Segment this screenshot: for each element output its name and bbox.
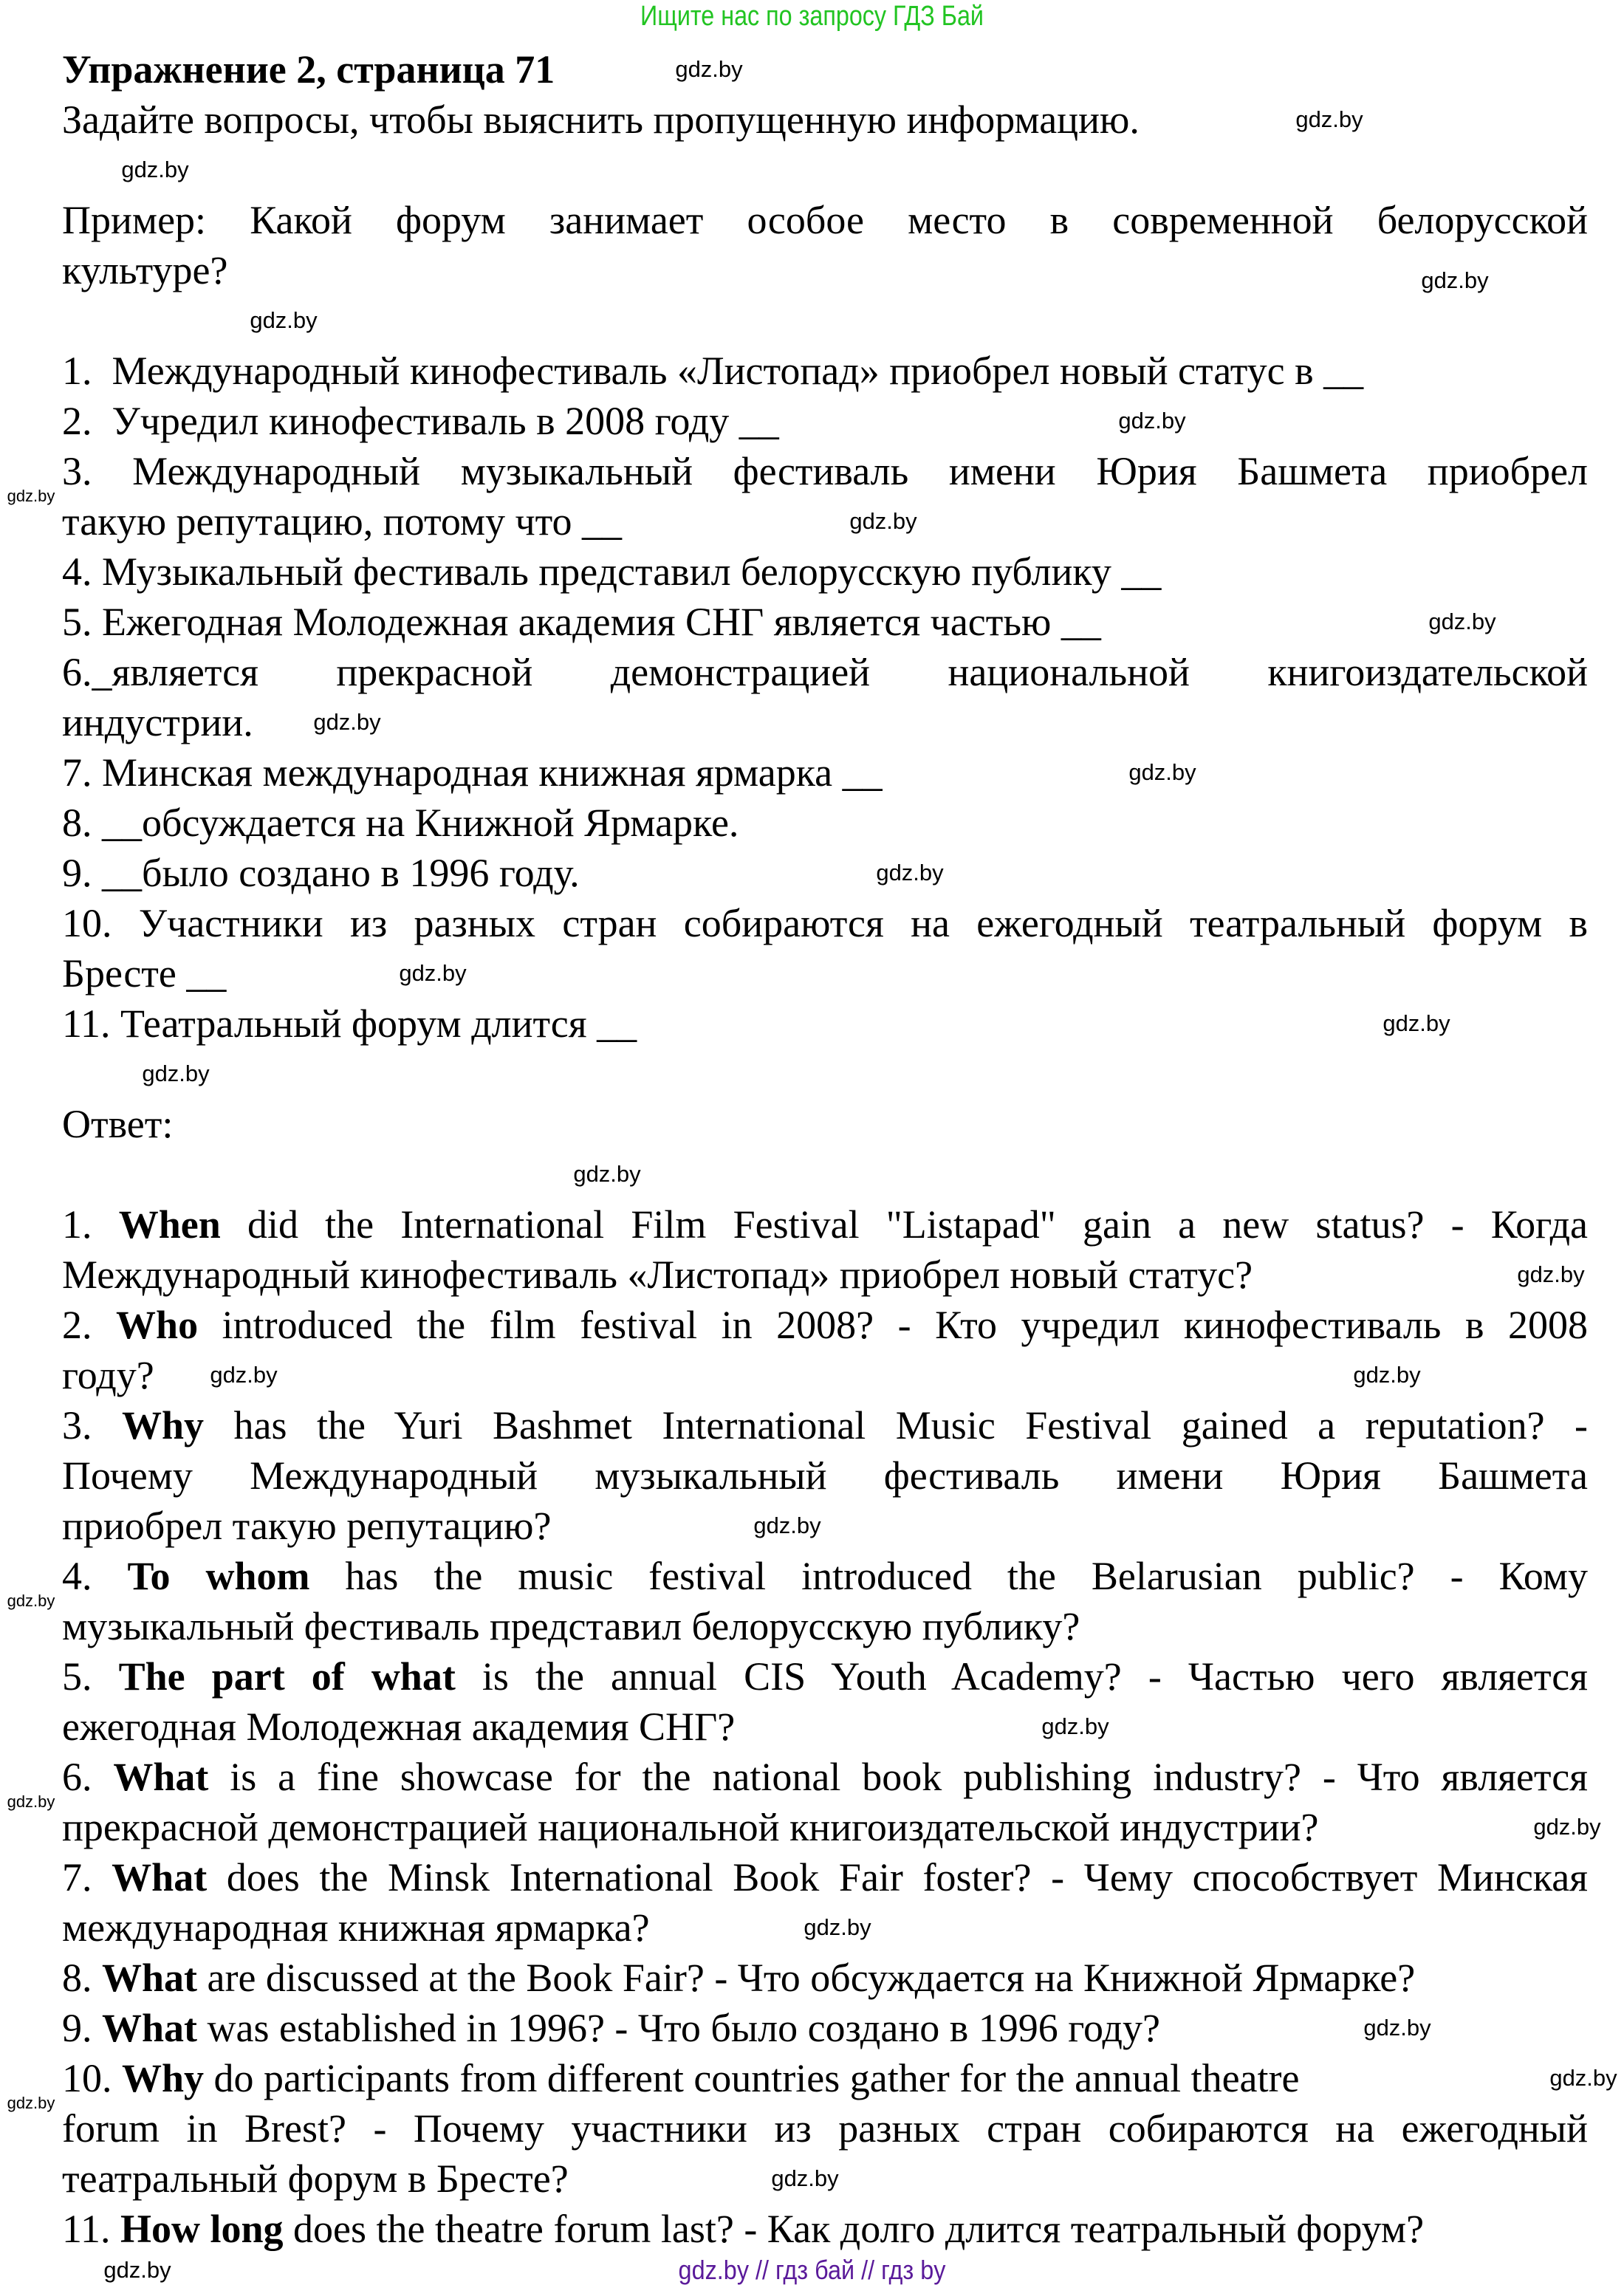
text-line [62,1250,1588,1300]
text-line [62,547,1588,597]
text-line [62,647,1588,697]
text-segment: 3. Международный музыкальный фестиваль имени Юрия Башмета приобрел [62,449,1588,493]
text-segment: does the theatre forum last? - Как долго длится театральный форум? [283,2207,1425,2251]
text-segment: Международный кинофестиваль «Листопад» приобрел новый статус? [62,1253,1253,1297]
watermark-text: gdz.by [1533,1814,1601,1840]
top-search-banner: Ищите нас по запросу ГДЗ Бай [640,1,984,32]
question-word: What [102,2006,198,2050]
text-segment: Пример: Какой форум занимает особое место в современной белорусской [62,198,1588,242]
watermark-text: gdz.by [7,487,55,505]
text-line [62,898,1588,948]
text-segment: 9. [62,2006,102,2050]
text-line [62,1802,1588,1852]
text-segment: 1. [62,1202,119,1247]
text-segment: 10. Участники из разных стран собираются на ежегодный театральный форум в [62,901,1588,945]
text-segment: музыкальный фестиваль представил белорусскую публику? [62,1604,1080,1648]
watermark-text: gdz.by [7,2094,55,2112]
text-segment: 3. [62,1403,122,1448]
watermark-text: gdz.by [313,709,381,735]
question-word: What [112,1855,208,1899]
watermark-text: gdz.by [250,307,318,333]
text-segment: 5. Ежегодная Молодежная академия СНГ является частью __ [62,600,1101,644]
text-line [62,446,1588,496]
watermark-text: gdz.by [7,1592,55,1610]
text-segment: ежегодная Молодежная академия СНГ? [62,1705,736,1749]
watermark-text: gdz.by [121,157,189,182]
watermark-text: gdz.by [1128,759,1196,785]
text-line [62,1601,1588,1651]
question-word: How long [120,2207,284,2251]
watermark-text: gdz.by [1383,1010,1450,1036]
text-segment: 11. Театральный форум длится __ [62,1001,637,1046]
text-line [62,848,1588,898]
text-segment: Задайте вопросы, чтобы выяснить пропущенную информацию. [62,97,1140,142]
text-segment: прекрасной демонстрацией национальной книгоиздательской индустрии? [62,1805,1319,1849]
text-line [62,1300,1588,1350]
text-line [62,496,1588,547]
text-segment: 10. [62,2056,122,2100]
text-segment: introduced the film festival in 2008? - Кто учредил кинофестиваль в 2008 [198,1303,1589,1347]
question-word: The part of what [118,1654,456,1699]
question-word: Why [122,2056,205,2100]
text-line [62,1852,1588,1902]
watermark-text: gdz.by [103,2257,171,2283]
page-title [62,44,1588,95]
text-segment: 2. Учредил кинофестиваль в 2008 году __ [62,399,779,443]
text-segment: 7. [62,1855,112,1899]
text-line [62,697,1588,747]
watermark-text: gdz.by [804,1914,871,1940]
text-segment: forum in Brest? - Почему участники из разных стран собираются на ежегодный [62,2106,1588,2151]
text-line [62,1400,1588,1450]
text-segment: международная книжная ярмарка? [62,1905,650,1950]
text-line [62,195,1588,245]
watermark-text: gdz.by [771,2165,839,2191]
text-line [62,1450,1588,1501]
watermark-text: gdz.by [849,508,917,534]
question-word: When [118,1202,221,1247]
watermark-text: gdz.by [1549,2065,1617,2091]
text-segment: 6._является прекрасной демонстрацией национальной книгоиздательской [62,650,1588,694]
text-line [62,1199,1588,1250]
text-line [62,747,1588,798]
question-word: To whom [127,1554,310,1598]
text-line [62,597,1588,647]
question-word: What [102,1956,198,2000]
text-segment: Ответ: [62,1102,174,1146]
text-segment: do participants from different countries gather for the annual theatre [204,2056,1300,2100]
text-segment: 1. Международный кинофестиваль «Листопад» приобрел новый статус в __ [62,349,1364,393]
watermark-text: gdz.by [399,960,467,986]
text-segment: театральный форум в Бресте? [62,2156,569,2201]
watermark-text: gdz.by [1421,267,1489,293]
text-segment: was established in 1996? - Что было создано в 1996 году? [197,2006,1160,2050]
text-line [62,948,1588,998]
watermark-text: gdz.by [1517,1261,1585,1287]
question-word: What [113,1755,209,1799]
text-line [62,998,1588,1049]
watermark-text: gdz.by [675,56,743,82]
question-word: Why [122,1403,205,1448]
watermark-text: gdz.by [210,1362,278,1388]
text-segment: 8. __обсуждается на Книжной Ярмарке. [62,801,739,845]
text-segment: has the music festival introduced the Belarusian public? - Кому [309,1554,1588,1598]
text-segment: 11. [62,2207,120,2251]
text-segment: году? [62,1353,154,1397]
blank-line [62,1049,1588,1099]
watermark-text: gdz.by [1295,106,1363,132]
watermark-text: gdz.by [1428,609,1496,634]
text-segment: 2. [62,1303,117,1347]
watermark-text: gdz.by [753,1513,821,1538]
text-line [62,2003,1588,2053]
text-line [62,1953,1588,2003]
text-segment: did the International Film Festival "Listapad" gain a new status? - Когда [220,1202,1589,1247]
text-segment: Почему Международный музыкальный фестиваль имени Юрия Башмета [62,1453,1588,1498]
text-segment: 6. [62,1755,114,1799]
text-line [62,346,1588,396]
watermark-text: gdz.by [876,860,944,885]
text-segment: is the annual CIS Youth Academy? - Частью чего является [455,1654,1589,1699]
text-segment: is a fine showcase for the national book publishing industry? - Что является [208,1755,1588,1799]
watermark-text: gdz.by [1353,1362,1421,1388]
watermark-text: gdz.by [142,1061,210,1086]
text-line [62,2053,1588,2103]
text-line [62,1702,1588,1752]
text-line [62,1551,1588,1601]
text-line [62,245,1588,295]
watermark-text: gdz.by [7,1792,55,1811]
text-segment: 9. __было создано в 1996 году. [62,851,580,895]
text-segment: приобрел такую репутацию? [62,1504,552,1548]
text-segment: Упражнение 2, страница 71 [62,47,555,92]
text-line [62,1651,1588,1702]
text-segment: 8. [62,1956,102,2000]
text-segment: индустрии. [62,700,253,744]
footer-links: gdz.by // гдз бай // гдз by [678,2255,946,2285]
text-line [62,798,1588,848]
text-segment: культуре? [62,248,228,292]
text-segment: 4. [62,1554,128,1598]
question-word: Who [116,1303,199,1347]
text-segment: 5. [62,1654,119,1699]
text-segment: 7. Минская международная книжная ярмарка __ [62,750,883,795]
watermark-text: gdz.by [1363,2015,1431,2041]
blank-line [62,145,1588,195]
text-segment: does the Minsk International Book Fair foster? - Чему способствует Минская [207,1855,1589,1899]
text-segment: are discussed at the Book Fair? - Что обсуждается на Книжной Ярмарке? [197,1956,1416,2000]
text-line [62,1099,1588,1149]
blank-line [62,1149,1588,1199]
text-segment: has the Yuri Bashmet International Music Festival gained a reputation? - [204,1403,1589,1448]
watermark-text: gdz.by [573,1161,641,1187]
text-segment: 4. Музыкальный фестиваль представил белорусскую публику __ [62,549,1162,594]
text-line [62,2103,1588,2154]
watermark-text: gdz.by [1041,1713,1109,1739]
watermark-text: gdz.by [1118,408,1186,434]
text-line [62,1752,1588,1802]
text-line [62,396,1588,446]
text-line [62,1501,1588,1551]
text-segment: такую репутацию, потому что __ [62,499,623,544]
text-segment: Бресте __ [62,951,227,996]
text-line [62,2204,1588,2254]
